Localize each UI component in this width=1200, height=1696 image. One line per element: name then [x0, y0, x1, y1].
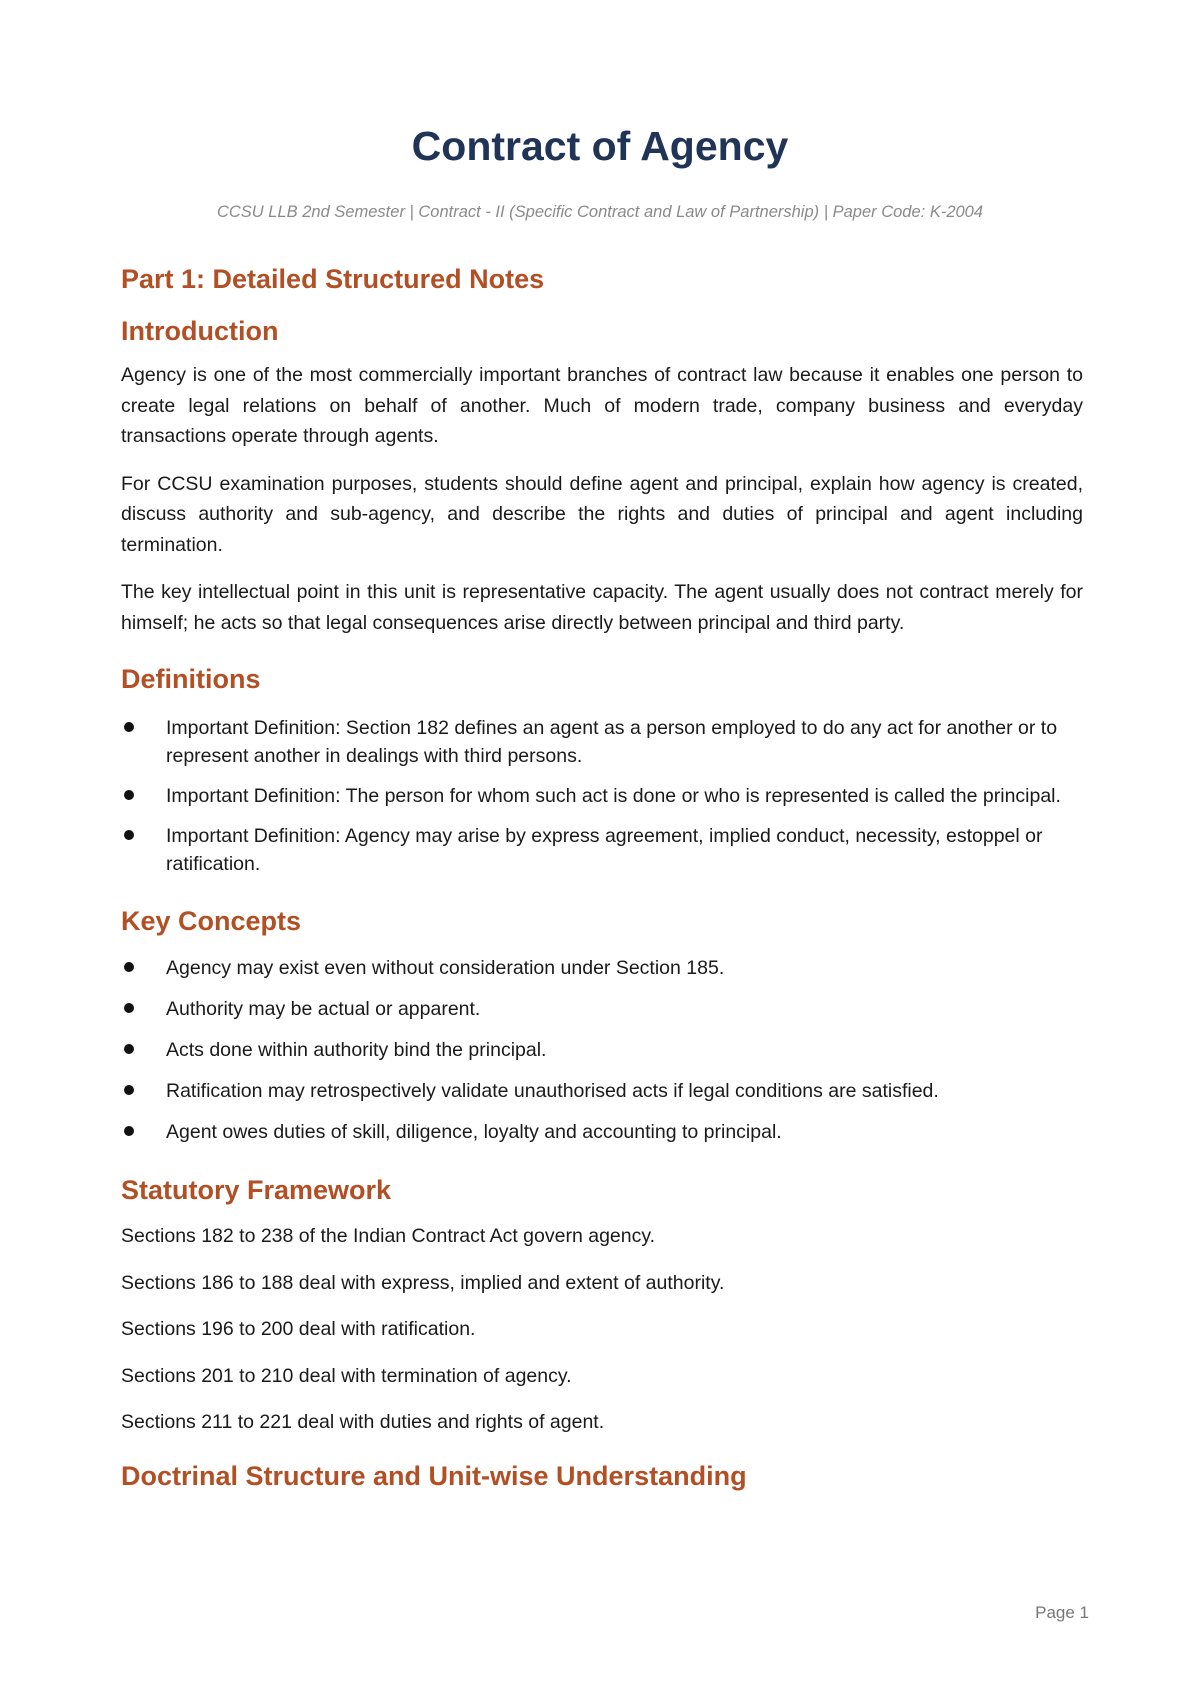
document-subtitle: CCSU LLB 2nd Semester | Contract - II (Specific Contract and Law of Partnership) | Paper Code: K-2004 [216, 203, 984, 221]
page-number: Page 1 [1035, 1603, 1089, 1622]
part-heading: Part 1: Detailed Structured Notes [121, 264, 545, 294]
statutory-line: Sections 196 to 200 deal with ratification. [121, 1318, 476, 1340]
bullet-icon [124, 722, 134, 732]
list-item: Important Definition: The person for whom such act is done or who is represented is called the principal. [121, 782, 1083, 810]
section-heading-doctrinal: Doctrinal Structure and Unit-wise Understanding [121, 1461, 747, 1491]
bullet-icon [124, 790, 134, 800]
document-body [121, 262, 1083, 1505]
introduction-paragraph: The key intellectual point in this unit is representative capacity. The agent usually does not contract merely for himself; he acts so that legal consequences arise directly between principal and third party. [121, 581, 1083, 634]
section-heading-introduction: Introduction [121, 316, 279, 346]
bullet-icon [124, 962, 134, 972]
introduction-paragraph: For CCSU examination purposes, students should define agent and principal, explain how agency is created, discuss authority and sub-agency, and describe the rights and duties of principal and agent including termination. [121, 472, 1083, 556]
list-item: Ratification may retrospectively validate unauthorised acts if legal conditions are satisfied. [121, 1077, 1083, 1105]
section-heading-statutory: Statutory Framework [121, 1175, 392, 1205]
list-item: Important Definition: Section 182 defines an agent as a person employed to do any act for another or to represent another in dealings with third persons. [121, 714, 1083, 770]
bullet-icon [124, 830, 134, 840]
statutory-line: Sections 182 to 238 of the Indian Contract Act govern agency. [121, 1225, 656, 1247]
list-item: Authority may be actual or apparent. [121, 995, 1083, 1023]
list-item: Agency may exist even without consideration under Section 185. [121, 954, 1083, 982]
section-heading-definitions: Definitions [121, 664, 261, 694]
bullet-icon [124, 1003, 134, 1013]
statutory-line: Sections 201 to 210 deal with termination of agency. [121, 1364, 572, 1387]
list-item: Important Definition: Agency may arise by express agreement, implied conduct, necessity, estoppel or ratification. [121, 822, 1083, 878]
statutory-line: Sections 186 to 188 deal with express, implied and extent of authority. [121, 1271, 725, 1294]
introduction-section [121, 314, 1083, 638]
bullet-icon [124, 1044, 134, 1054]
definitions-section [121, 662, 1083, 878]
statutory-section [121, 1173, 1083, 1437]
bullet-icon [124, 1126, 134, 1136]
statutory-line: Sections 211 to 221 deal with duties and rights of agent. [121, 1411, 605, 1433]
definitions-list [121, 714, 1083, 878]
section-heading-key-concepts: Key Concepts [121, 906, 302, 936]
document-title: Contract of Agency [411, 123, 789, 169]
list-item: Agent owes duties of skill, diligence, loyalty and accounting to principal. [121, 1118, 1083, 1146]
key-concepts-list [121, 954, 1083, 1146]
list-item: Acts done within authority bind the principal. [121, 1036, 1083, 1064]
key-concepts-section [121, 904, 1083, 1146]
bullet-icon [124, 1085, 134, 1095]
introduction-paragraph: Agency is one of the most commercially important branches of contract law because it enables one person to create legal relations on behalf of another. Much of modern trade, company business and everyday transactions operate through agents. [121, 364, 1083, 447]
